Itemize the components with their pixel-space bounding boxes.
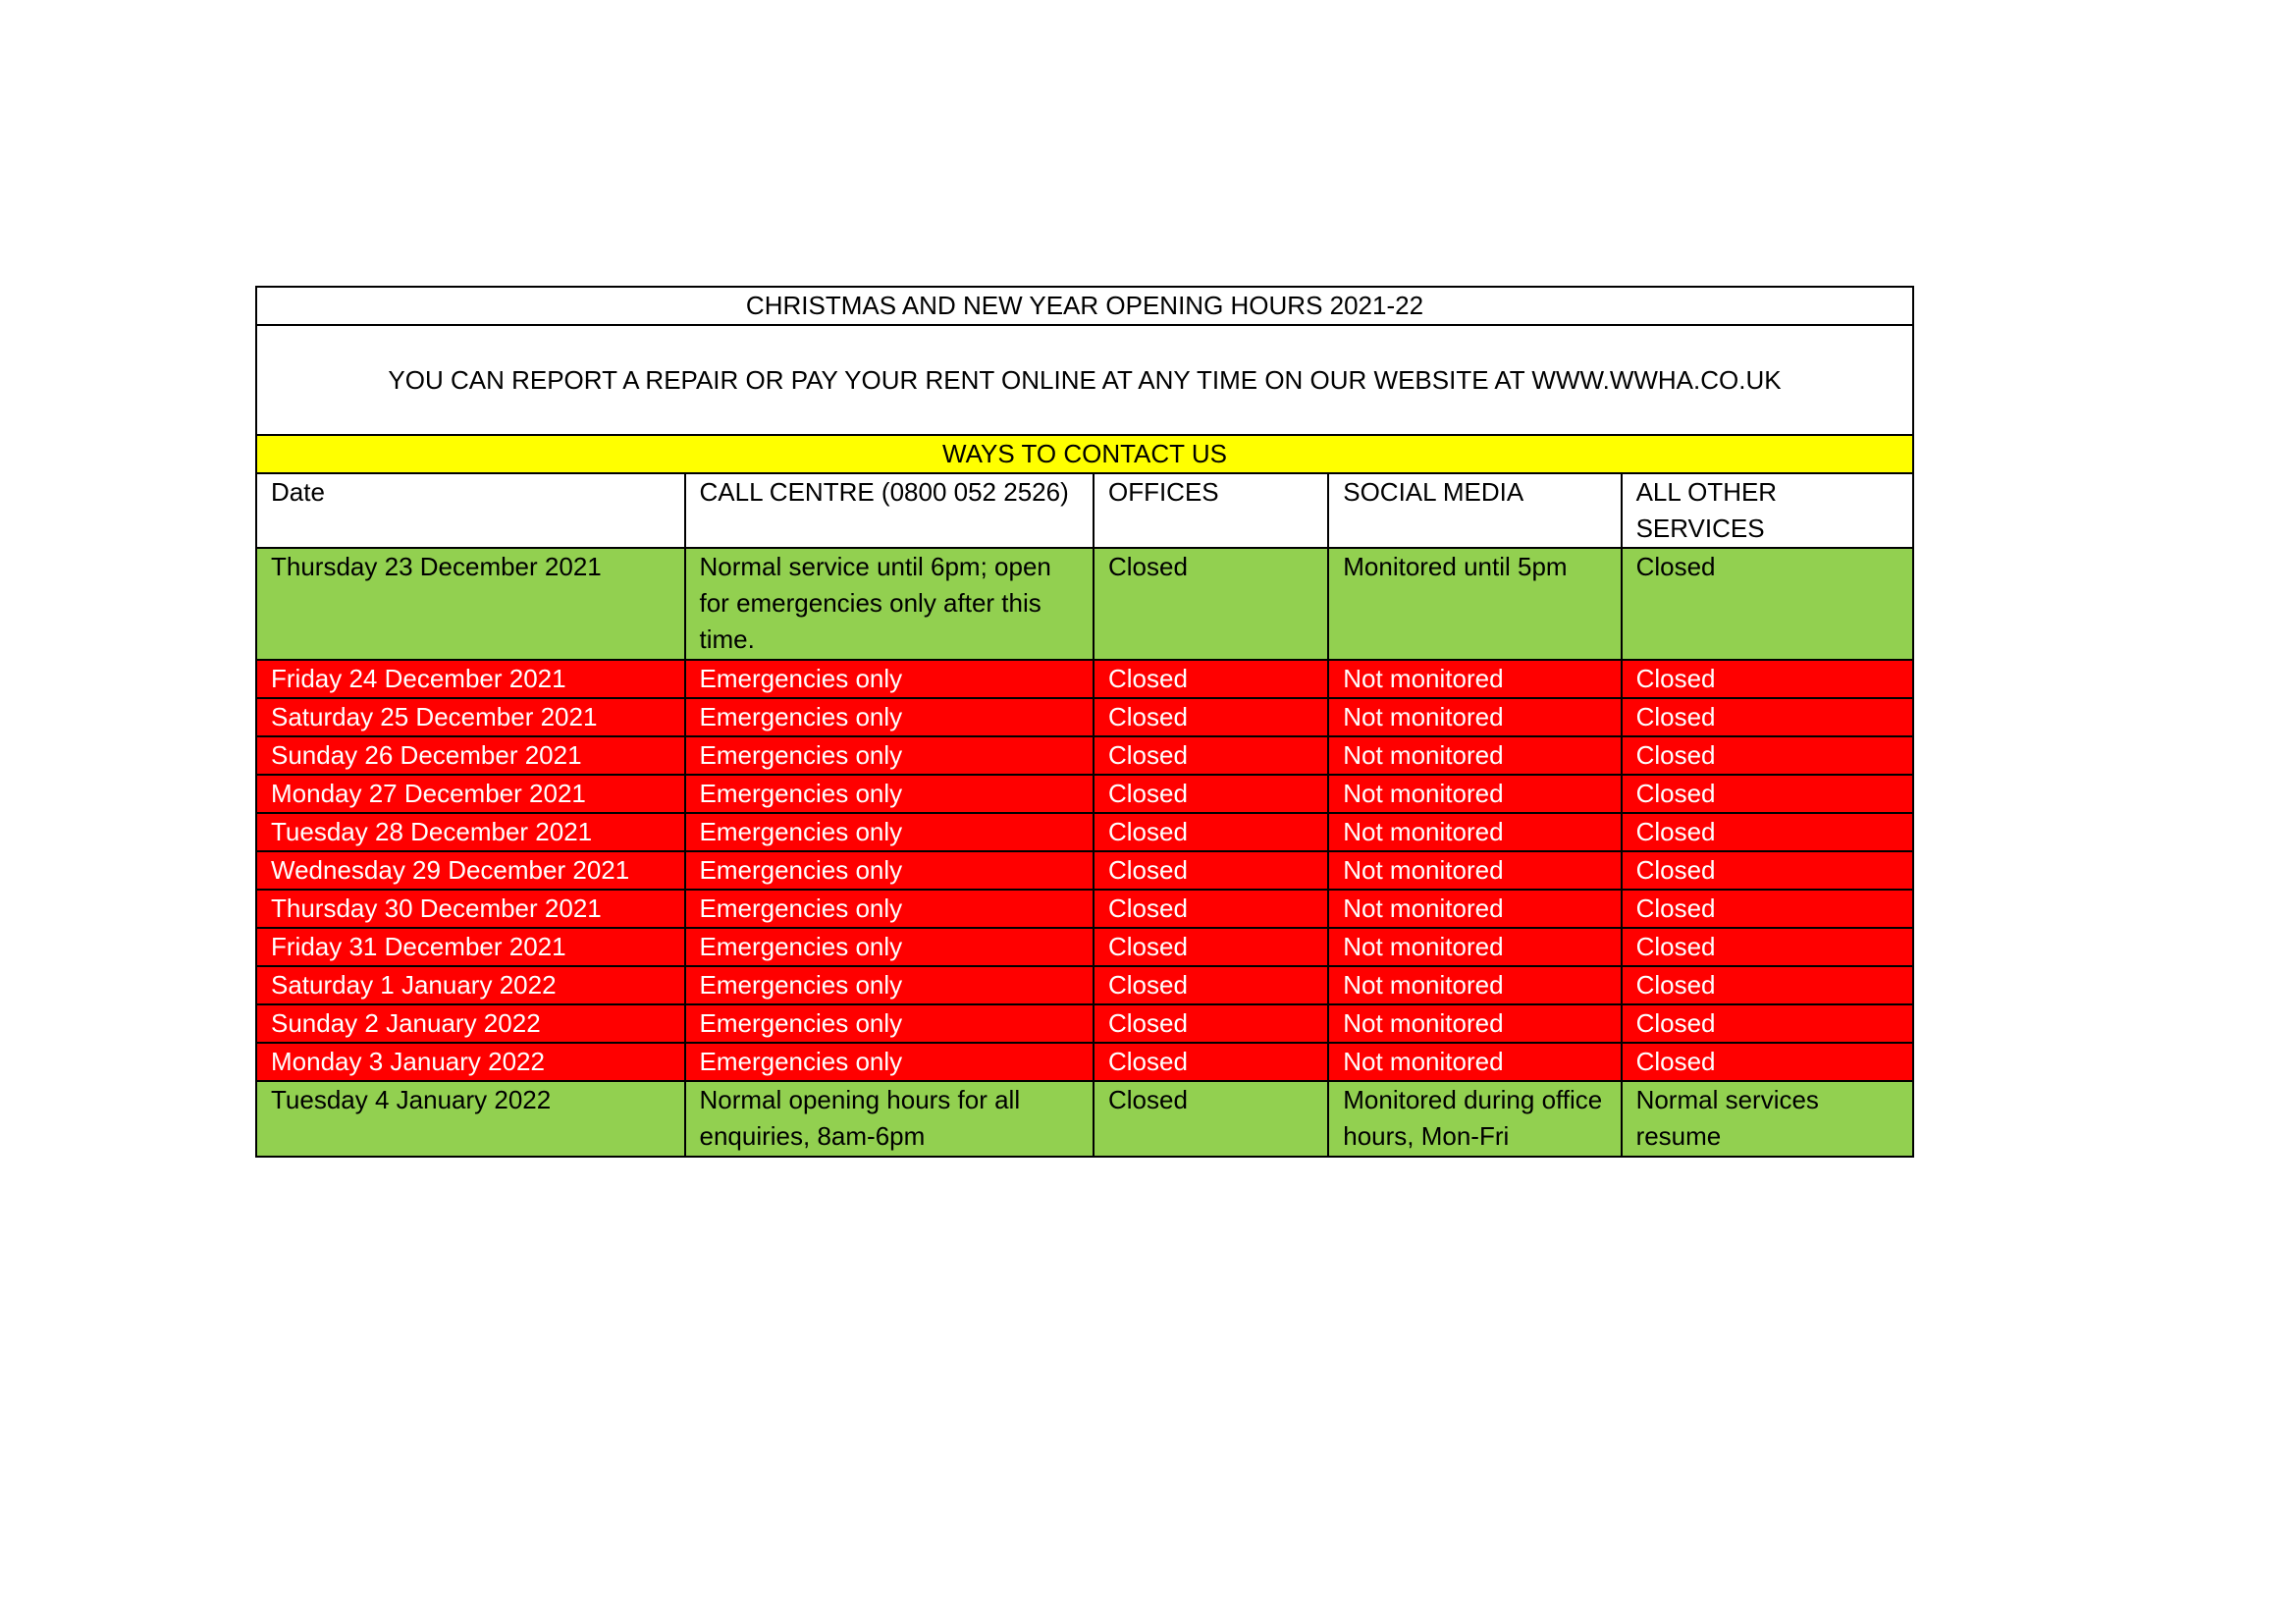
cell-social-media: Not monitored <box>1328 1043 1621 1081</box>
table-row <box>256 736 1913 775</box>
cell-date: Thursday 23 December 2021 <box>256 548 685 660</box>
table-row <box>256 660 1913 698</box>
cell-other-services: Closed <box>1622 660 1913 698</box>
cell-other-services: Closed <box>1622 698 1913 736</box>
cell-offices: Closed <box>1094 813 1328 851</box>
section-row <box>256 435 1913 473</box>
cell-social-media: Not monitored <box>1328 966 1621 1004</box>
cell-offices: Closed <box>1094 548 1328 660</box>
table-row <box>256 1081 1913 1157</box>
cell-call-centre: Emergencies only <box>685 736 1094 775</box>
cell-social-media: Monitored until 5pm <box>1328 548 1621 660</box>
table-row <box>256 851 1913 890</box>
cell-offices: Closed <box>1094 966 1328 1004</box>
table-row <box>256 890 1913 928</box>
cell-social-media: Not monitored <box>1328 928 1621 966</box>
column-header-social-media: SOCIAL MEDIA <box>1328 473 1621 548</box>
title-row <box>256 287 1913 325</box>
table-row <box>256 966 1913 1004</box>
cell-call-centre: Emergencies only <box>685 890 1094 928</box>
cell-offices: Closed <box>1094 890 1328 928</box>
cell-offices: Closed <box>1094 698 1328 736</box>
cell-other-services: Closed <box>1622 966 1913 1004</box>
cell-offices: Closed <box>1094 736 1328 775</box>
column-header-offices: OFFICES <box>1094 473 1328 548</box>
cell-other-services: Closed <box>1622 736 1913 775</box>
cell-date: Wednesday 29 December 2021 <box>256 851 685 890</box>
table-row <box>256 548 1913 660</box>
cell-call-centre: Emergencies only <box>685 851 1094 890</box>
cell-social-media: Not monitored <box>1328 660 1621 698</box>
cell-date: Tuesday 28 December 2021 <box>256 813 685 851</box>
column-header-other-services: ALL OTHER SERVICES <box>1622 473 1913 548</box>
cell-call-centre: Emergencies only <box>685 813 1094 851</box>
cell-date: Friday 24 December 2021 <box>256 660 685 698</box>
cell-offices: Closed <box>1094 928 1328 966</box>
cell-call-centre: Emergencies only <box>685 775 1094 813</box>
table-row <box>256 698 1913 736</box>
cell-offices: Closed <box>1094 1043 1328 1081</box>
cell-date: Tuesday 4 January 2022 <box>256 1081 685 1157</box>
cell-social-media: Not monitored <box>1328 736 1621 775</box>
banner-row <box>256 325 1913 435</box>
opening-hours-table <box>255 286 1914 1158</box>
cell-offices: Closed <box>1094 1004 1328 1043</box>
cell-other-services: Closed <box>1622 1004 1913 1043</box>
cell-call-centre: Emergencies only <box>685 928 1094 966</box>
table-row <box>256 813 1913 851</box>
cell-call-centre: Normal opening hours for all enquiries, 8am-6pm <box>685 1081 1094 1157</box>
table-row <box>256 1043 1913 1081</box>
cell-date: Friday 31 December 2021 <box>256 928 685 966</box>
cell-date: Monday 27 December 2021 <box>256 775 685 813</box>
cell-social-media: Not monitored <box>1328 1004 1621 1043</box>
cell-date: Saturday 1 January 2022 <box>256 966 685 1004</box>
table-row <box>256 1004 1913 1043</box>
cell-other-services: Closed <box>1622 890 1913 928</box>
table-row <box>256 928 1913 966</box>
cell-social-media: Not monitored <box>1328 851 1621 890</box>
cell-other-services: Closed <box>1622 1043 1913 1081</box>
cell-date: Monday 3 January 2022 <box>256 1043 685 1081</box>
header-row <box>256 473 1913 548</box>
cell-call-centre: Emergencies only <box>685 1004 1094 1043</box>
cell-date: Sunday 26 December 2021 <box>256 736 685 775</box>
cell-other-services: Closed <box>1622 548 1913 660</box>
column-header-date: Date <box>256 473 685 548</box>
cell-call-centre: Emergencies only <box>685 698 1094 736</box>
cell-offices: Closed <box>1094 1081 1328 1157</box>
ways-to-contact-label: WAYS TO CONTACT US <box>256 435 1913 473</box>
table-row <box>256 775 1913 813</box>
cell-other-services: Closed <box>1622 851 1913 890</box>
cell-other-services: Closed <box>1622 928 1913 966</box>
cell-offices: Closed <box>1094 851 1328 890</box>
cell-other-services: Closed <box>1622 813 1913 851</box>
cell-social-media: Not monitored <box>1328 890 1621 928</box>
cell-social-media: Not monitored <box>1328 775 1621 813</box>
cell-date: Saturday 25 December 2021 <box>256 698 685 736</box>
cell-call-centre: Emergencies only <box>685 1043 1094 1081</box>
online-services-banner: YOU CAN REPORT A REPAIR OR PAY YOUR RENT ONLINE AT ANY TIME ON OUR WEBSITE AT WWW.WWHA.CO.UK <box>256 325 1913 435</box>
cell-call-centre: Emergencies only <box>685 966 1094 1004</box>
table-title: CHRISTMAS AND NEW YEAR OPENING HOURS 2021-22 <box>256 287 1913 325</box>
cell-social-media: Not monitored <box>1328 698 1621 736</box>
cell-other-services: Closed <box>1622 775 1913 813</box>
cell-other-services: Normal services resume <box>1622 1081 1913 1157</box>
cell-call-centre: Normal service until 6pm; open for emergencies only after this time. <box>685 548 1094 660</box>
cell-social-media: Monitored during office hours, Mon-Fri <box>1328 1081 1621 1157</box>
cell-date: Sunday 2 January 2022 <box>256 1004 685 1043</box>
cell-call-centre: Emergencies only <box>685 660 1094 698</box>
cell-offices: Closed <box>1094 660 1328 698</box>
cell-date: Thursday 30 December 2021 <box>256 890 685 928</box>
cell-social-media: Not monitored <box>1328 813 1621 851</box>
column-header-call-centre: CALL CENTRE (0800 052 2526) <box>685 473 1094 548</box>
cell-offices: Closed <box>1094 775 1328 813</box>
